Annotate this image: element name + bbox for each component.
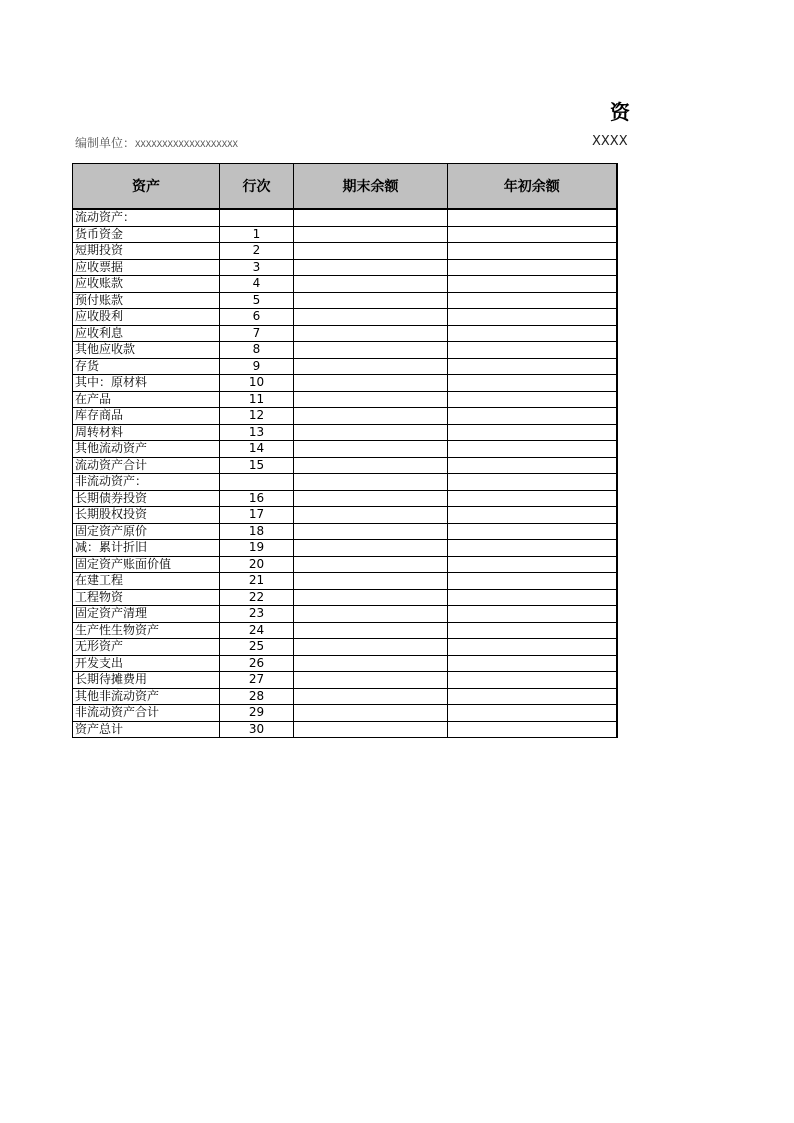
- cell-line-no: 22: [220, 589, 294, 606]
- cell-line-no: 3: [220, 259, 294, 276]
- cell-line-no: 11: [220, 391, 294, 408]
- cell-ending-balance[interactable]: [294, 441, 448, 458]
- cell-line-no: 2: [220, 243, 294, 260]
- table-row: [73, 259, 617, 276]
- cell-line-no: 27: [220, 672, 294, 689]
- cell-ending-balance[interactable]: [294, 457, 448, 474]
- table-header-row: [73, 164, 617, 210]
- table-row: [73, 391, 617, 408]
- cell-ending-balance[interactable]: [294, 424, 448, 441]
- cell-ending-balance[interactable]: [294, 408, 448, 425]
- table-row: [73, 342, 617, 359]
- cell-line-no: 8: [220, 342, 294, 359]
- cell-line-no: 13: [220, 424, 294, 441]
- table-row: [73, 606, 617, 623]
- cell-asset-name: 预付账款: [73, 292, 220, 309]
- cell-beginning-balance[interactable]: [448, 424, 617, 441]
- cell-line-no: 17: [220, 507, 294, 524]
- cell-line-no: 10: [220, 375, 294, 392]
- cell-asset-name: 长期待摊费用: [73, 672, 220, 689]
- cell-ending-balance[interactable]: [294, 292, 448, 309]
- cell-beginning-balance[interactable]: [448, 688, 617, 705]
- preparer-unit: [75, 134, 238, 151]
- cell-line-no: 25: [220, 639, 294, 656]
- table-row: [73, 292, 617, 309]
- cell-ending-balance[interactable]: [294, 259, 448, 276]
- table-row: [73, 441, 617, 458]
- cell-ending-balance[interactable]: [294, 358, 448, 375]
- cell-asset-name: 固定资产原价: [73, 523, 220, 540]
- cell-asset-name: 应收票据: [73, 259, 220, 276]
- table-row: [73, 721, 617, 738]
- cell-line-no: 24: [220, 622, 294, 639]
- cell-line-no: 20: [220, 556, 294, 573]
- cell-ending-balance[interactable]: [294, 276, 448, 293]
- cell-ending-balance[interactable]: [294, 721, 448, 738]
- cell-asset-name: 存货: [73, 358, 220, 375]
- cell-beginning-balance[interactable]: [448, 441, 617, 458]
- table-row: [73, 622, 617, 639]
- table-row: [73, 457, 617, 474]
- table-row: [73, 540, 617, 557]
- cell-ending-balance[interactable]: [294, 672, 448, 689]
- cell-asset-name: 长期股权投资: [73, 507, 220, 524]
- cell-asset-name: 其他流动资产: [73, 441, 220, 458]
- cell-line-no: 9: [220, 358, 294, 375]
- cell-asset-name: 减：累计折旧: [73, 540, 220, 557]
- cell-beginning-balance[interactable]: [448, 589, 617, 606]
- cell-line-no: 6: [220, 309, 294, 326]
- cell-beginning-balance[interactable]: [448, 556, 617, 573]
- cell-ending-balance[interactable]: [294, 556, 448, 573]
- cell-line-no: 1: [220, 226, 294, 243]
- cell-asset-name: 在建工程: [73, 573, 220, 590]
- report-date: XXXX: [592, 134, 628, 149]
- cell-asset-name: 其中：原材料: [73, 375, 220, 392]
- cell-beginning-balance[interactable]: [448, 325, 617, 342]
- table-row: [73, 688, 617, 705]
- table-row: [73, 573, 617, 590]
- cell-asset-name: 其他非流动资产: [73, 688, 220, 705]
- cell-line-no: 23: [220, 606, 294, 623]
- cell-line-no: 28: [220, 688, 294, 705]
- cell-ending-balance[interactable]: [294, 474, 448, 491]
- table-row: [73, 672, 617, 689]
- cell-line-no: 16: [220, 490, 294, 507]
- column-header-line-no: 行次: [220, 164, 294, 210]
- cell-asset-name: 应收利息: [73, 325, 220, 342]
- cell-ending-balance[interactable]: [294, 490, 448, 507]
- cell-ending-balance[interactable]: [294, 325, 448, 342]
- cell-asset-name: 生产性生物资产: [73, 622, 220, 639]
- cell-beginning-balance[interactable]: [448, 408, 617, 425]
- cell-beginning-balance[interactable]: [448, 721, 617, 738]
- cell-line-no: 26: [220, 655, 294, 672]
- cell-asset-name: 周转材料: [73, 424, 220, 441]
- cell-beginning-balance[interactable]: [448, 342, 617, 359]
- table-row: [73, 507, 617, 524]
- cell-asset-name: 长期债券投资: [73, 490, 220, 507]
- table-row: [73, 358, 617, 375]
- cell-asset-name: 库存商品: [73, 408, 220, 425]
- table-row: [73, 209, 617, 226]
- column-header-beginning-balance: 年初余额: [448, 164, 617, 210]
- cell-asset-name: 工程物资: [73, 589, 220, 606]
- table-row: [73, 523, 617, 540]
- cell-beginning-balance[interactable]: [448, 507, 617, 524]
- cell-beginning-balance[interactable]: [448, 259, 617, 276]
- cell-asset-name: 固定资产账面价值: [73, 556, 220, 573]
- table-row: [73, 639, 617, 656]
- cell-asset-name: 非流动资产合计: [73, 705, 220, 722]
- cell-line-no: [220, 209, 294, 226]
- cell-line-no: [220, 474, 294, 491]
- preparer-unit-label: 编制单位：: [75, 136, 136, 150]
- cell-beginning-balance[interactable]: [448, 490, 617, 507]
- cell-ending-balance[interactable]: [294, 375, 448, 392]
- cell-ending-balance[interactable]: [294, 226, 448, 243]
- table-row: [73, 474, 617, 491]
- cell-line-no: 19: [220, 540, 294, 557]
- cell-asset-name: 短期投资: [73, 243, 220, 260]
- cell-ending-balance[interactable]: [294, 507, 448, 524]
- cell-beginning-balance[interactable]: [448, 209, 617, 226]
- cell-beginning-balance[interactable]: [448, 672, 617, 689]
- table-row: [73, 243, 617, 260]
- cell-beginning-balance[interactable]: [448, 655, 617, 672]
- table-row: [73, 375, 617, 392]
- cell-ending-balance[interactable]: [294, 309, 448, 326]
- preparer-unit-value: XXXXXXXXXXXXXXXXXXX: [135, 140, 238, 150]
- cell-ending-balance[interactable]: [294, 391, 448, 408]
- cell-asset-name: 在产品: [73, 391, 220, 408]
- cell-ending-balance[interactable]: [294, 209, 448, 226]
- cell-line-no: 18: [220, 523, 294, 540]
- cell-ending-balance[interactable]: [294, 655, 448, 672]
- cell-beginning-balance[interactable]: [448, 276, 617, 293]
- cell-beginning-balance[interactable]: [448, 606, 617, 623]
- cell-line-no: 29: [220, 705, 294, 722]
- cell-ending-balance[interactable]: [294, 540, 448, 557]
- cell-asset-name: 流动资产：: [73, 209, 220, 226]
- cell-line-no: 5: [220, 292, 294, 309]
- cell-ending-balance[interactable]: [294, 688, 448, 705]
- cell-ending-balance[interactable]: [294, 342, 448, 359]
- cell-ending-balance[interactable]: [294, 589, 448, 606]
- cell-beginning-balance[interactable]: [448, 375, 617, 392]
- table-row: [73, 226, 617, 243]
- cell-asset-name: 非流动资产：: [73, 474, 220, 491]
- cell-ending-balance[interactable]: [294, 523, 448, 540]
- cell-asset-name: 开发支出: [73, 655, 220, 672]
- cell-asset-name: 应收账款: [73, 276, 220, 293]
- cell-ending-balance[interactable]: [294, 243, 448, 260]
- cell-line-no: 12: [220, 408, 294, 425]
- cell-ending-balance[interactable]: [294, 705, 448, 722]
- table-row: [73, 408, 617, 425]
- cell-asset-name: 货币资金: [73, 226, 220, 243]
- balance-sheet-table: [72, 163, 618, 738]
- cell-line-no: 30: [220, 721, 294, 738]
- cell-asset-name: 资产总计: [73, 721, 220, 738]
- table-row: [73, 556, 617, 573]
- cell-beginning-balance[interactable]: [448, 474, 617, 491]
- table-row: [73, 705, 617, 722]
- table-row: [73, 325, 617, 342]
- cell-line-no: 15: [220, 457, 294, 474]
- cell-ending-balance[interactable]: [294, 606, 448, 623]
- cell-beginning-balance[interactable]: [448, 243, 617, 260]
- cell-beginning-balance[interactable]: [448, 309, 617, 326]
- cell-beginning-balance[interactable]: [448, 540, 617, 557]
- cell-asset-name: 流动资产合计: [73, 457, 220, 474]
- cell-line-no: 21: [220, 573, 294, 590]
- cell-ending-balance[interactable]: [294, 573, 448, 590]
- column-header-ending-balance: 期末余额: [294, 164, 448, 210]
- cell-beginning-balance[interactable]: [448, 457, 617, 474]
- table-row: [73, 589, 617, 606]
- cell-line-no: 7: [220, 325, 294, 342]
- cell-line-no: 14: [220, 441, 294, 458]
- cell-beginning-balance[interactable]: [448, 639, 617, 656]
- table-row: [73, 490, 617, 507]
- cell-line-no: 4: [220, 276, 294, 293]
- report-title: 资: [610, 100, 630, 124]
- column-header-asset: 资产: [73, 164, 220, 210]
- cell-ending-balance[interactable]: [294, 622, 448, 639]
- cell-asset-name: 无形资产: [73, 639, 220, 656]
- cell-beginning-balance[interactable]: [448, 523, 617, 540]
- table-row: [73, 276, 617, 293]
- cell-asset-name: 固定资产清理: [73, 606, 220, 623]
- cell-beginning-balance[interactable]: [448, 391, 617, 408]
- cell-beginning-balance[interactable]: [448, 292, 617, 309]
- cell-beginning-balance[interactable]: [448, 622, 617, 639]
- table-row: [73, 655, 617, 672]
- cell-beginning-balance[interactable]: [448, 358, 617, 375]
- cell-beginning-balance[interactable]: [448, 705, 617, 722]
- cell-asset-name: 应收股利: [73, 309, 220, 326]
- cell-ending-balance[interactable]: [294, 639, 448, 656]
- table-row: [73, 424, 617, 441]
- cell-asset-name: 其他应收款: [73, 342, 220, 359]
- cell-beginning-balance[interactable]: [448, 226, 617, 243]
- table-row: [73, 309, 617, 326]
- cell-beginning-balance[interactable]: [448, 573, 617, 590]
